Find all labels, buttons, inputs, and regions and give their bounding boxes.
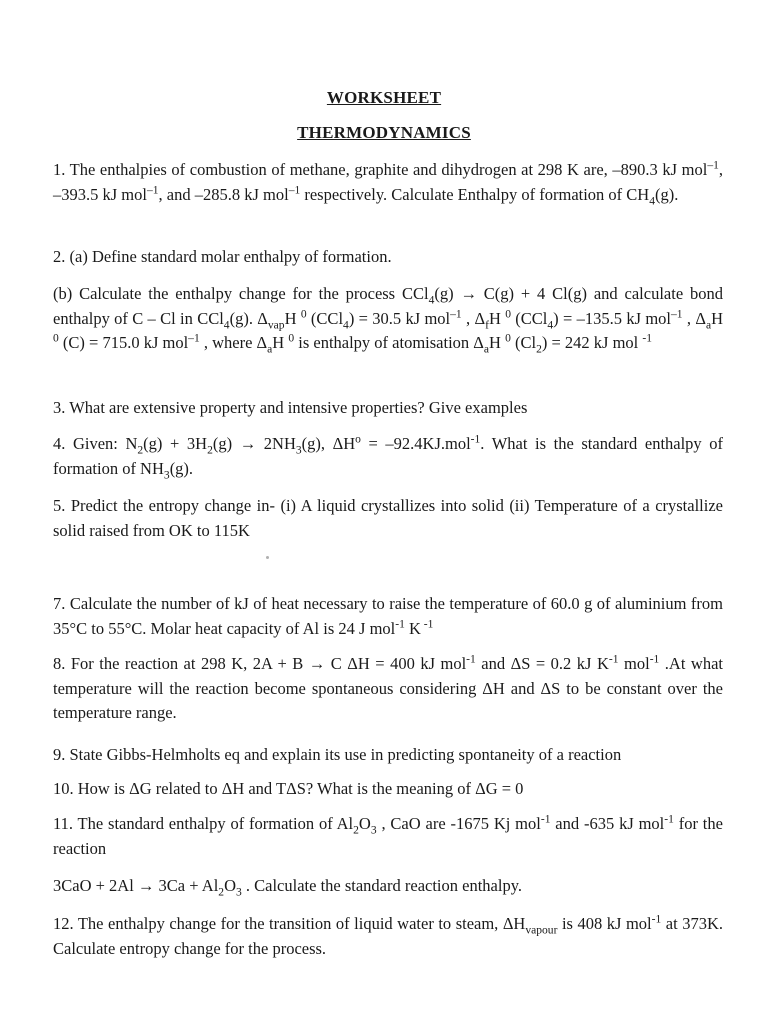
question-8: 8. For the reaction at 298 K, 2A + B → C ΔH = 400 kJ mol$^{-1}$ and ΔS = 0.2 kJ $K^{-1}$ mol$^{-1}$ .At what temperature will the reaction become spontaneous considering ΔH and ΔS to be constant over the temperature range. [53,653,723,722]
question-2b: (b) Calculate the enthalpy change for the process CCl$_4$(g) → C(g) + 4 Cl(g) and calculate bond enthalpy of C – Cl in CCl$_4$(g). $\Delta_{vap}H$ $^0$ (CCl$_4$) = 30.5 kJ mol$^{-1}$ , $\Delta_fH$ $^0$ (CCl$_4$) = –135.5 kJ mol$^{-1}$ , $\Delta_aH$ $^0$ (C) = 715.0 kJ mol$^{-1}$ , where $\Delta_aH$ $^0$ is enthalpy of atomisation $\Delta_aH$ $^0$ $(Cl_2) = 242$ kJ mol $^{-1}$ [53,284,723,356]
question-1: 1. The enthalpies of combustion of methane, graphite and dihydrogen at 298 K are, –890.3 kJ mol$^{-1}$, –393.5 kJ mol$^{-1}$, and –285.8 kJ mol$^{-1}$ respectively. Calculate Enthalpy of formation of $CH_4(g)$. [53,159,723,207]
question-5: 5. Predict the entropy change in- (i) A liquid crystallizes into solid (ii) Temperature of a crystallize solid raised from OK to 115K [53,496,723,540]
worksheet-subtitle: THERMODYNAMICS [297,123,471,142]
question-7: 7. Calculate the number of kJ of heat necessary to raise the temperature of 60.0 g of aluminium from 35°C to 55°C. Molar heat capacity of Al is 24 J mol$^{-1}$ K $^{-1}$ [53,594,723,638]
question-3: 3. What are extensive property and intensive properties? Give examples [53,398,528,417]
question-11: 11. The standard enthalpy of formation of $Al_2O_3$ , CaO are -1675 Kj mol$^{-1}$ and -635 kJ mol$^{-1}$ for the reaction [53,813,723,858]
question-2a: 2. (a) Define standard molar enthalpy of formation. [53,247,392,266]
scan-speck [266,556,269,559]
question-4: 4. Given: $N_2(g) + 3H_2(g) \to 2NH_3(g)$, $\Delta H^o = -92.4KJ.mol^{-1}$. What is the standard enthalpy of formation of $NH_3(g)$. [53,433,724,481]
worksheet-title: WORKSHEET [326,88,442,107]
question-12: 12. The enthalpy change for the transition of liquid water to steam, $\Delta H_{vapour}$ is 408 kJ mol$^{-1}$ at 373K. Calculate entropy change for the process. [53,913,723,958]
question-11-equation: $3CaO + 2Al \to 3Ca + Al_2O_3$ . Calculate the standard reaction enthalpy. [53,876,522,899]
question-10: 10. How is ΔG related to ΔH and TΔS? What is the meaning of ΔG = 0 [53,779,524,798]
question-9: 9. State Gibbs-Helmholts eq and explain its use in predicting spontaneity of a reaction [53,745,622,764]
